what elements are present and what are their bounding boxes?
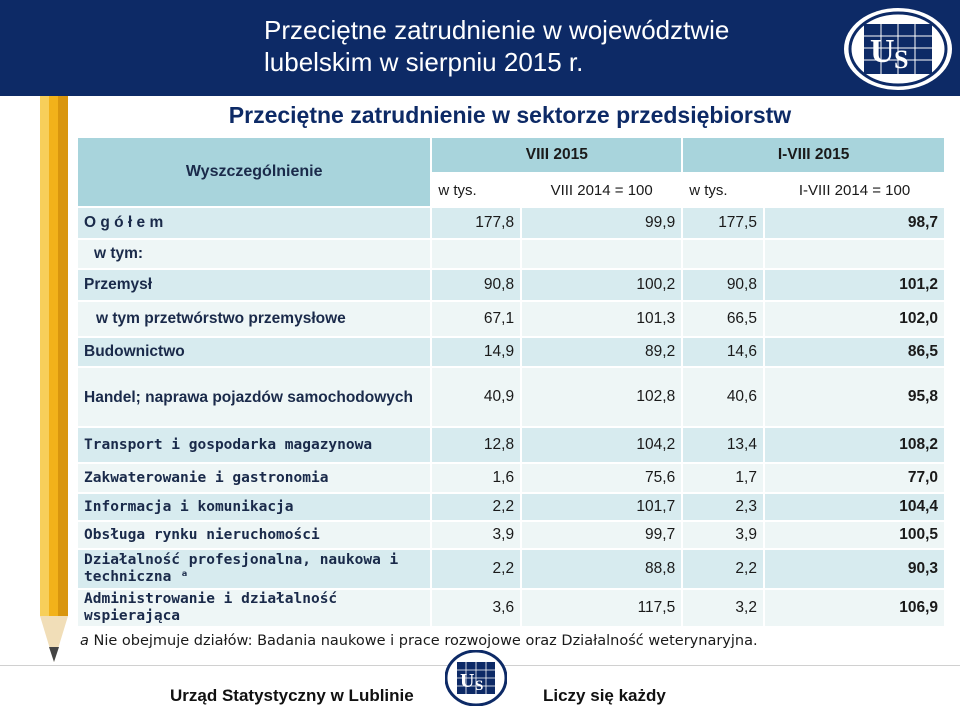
cell-value: 2,3 xyxy=(683,494,763,520)
column-header-period1: VIII 2015 xyxy=(432,138,681,172)
footer-ustat-logo-icon xyxy=(445,650,507,706)
column-header-period2: I-VIII 2015 xyxy=(683,138,944,172)
cell-value: 100,2 xyxy=(522,270,681,300)
sub-header-index2: I-VIII 2014 = 100 xyxy=(798,181,911,199)
row-label: w tym: xyxy=(78,240,430,268)
pencil-decoration-icon xyxy=(34,96,74,666)
table-row xyxy=(78,270,944,300)
table-row xyxy=(78,240,944,268)
cell-value: 177,8 xyxy=(432,208,520,238)
sub-header-unit2: w tys. xyxy=(689,181,728,199)
table-row xyxy=(78,302,944,336)
cell-value: 90,8 xyxy=(683,270,763,300)
cell-value: 104,2 xyxy=(522,428,681,462)
column-header-description: Wyszczególnienie xyxy=(78,138,430,206)
cell-value: 106,9 xyxy=(765,590,944,626)
footnote-mark: a xyxy=(80,633,89,649)
row-label: Zakwaterowanie i gastronomia xyxy=(78,464,430,492)
cell-value: 14,6 xyxy=(683,338,763,366)
row-label: Obsługa rynku nieruchomości xyxy=(78,522,430,548)
cell-value: 3,9 xyxy=(683,522,763,548)
footer-office-name: Urząd Statystyczny w Lublinie xyxy=(170,686,414,705)
cell-value: 117,5 xyxy=(522,590,681,626)
table-row xyxy=(78,368,944,426)
table-row xyxy=(78,494,944,520)
cell-value: 40,6 xyxy=(683,368,763,426)
row-label: Budownictwo xyxy=(78,338,430,366)
row-label: O g ó ł e m xyxy=(78,208,430,238)
row-label: w tym przetwórstwo przemysłowe xyxy=(78,302,430,336)
table-row xyxy=(78,428,944,462)
table-row xyxy=(78,464,944,492)
cell-value: 12,8 xyxy=(432,428,520,462)
cell-value: 2,2 xyxy=(683,550,763,588)
cell-value: 104,4 xyxy=(765,494,944,520)
cell-value: 75,6 xyxy=(522,464,681,492)
employment-table xyxy=(76,136,946,628)
cell-value: 2,2 xyxy=(432,550,520,588)
ustat-logo-icon xyxy=(842,6,954,92)
cell-value: 14,9 xyxy=(432,338,520,366)
sub-header-index1: VIII 2014 = 100 xyxy=(550,181,653,199)
cell-value: 77,0 xyxy=(765,464,944,492)
svg-text:U: U xyxy=(460,670,475,692)
cell-value: 101,2 xyxy=(765,270,944,300)
cell-value: 1,7 xyxy=(683,464,763,492)
footer-slogan: Liczy się każdy xyxy=(543,686,666,705)
cell-value: 90,8 xyxy=(432,270,520,300)
cell-value: 101,3 xyxy=(522,302,681,336)
cell-value: 40,9 xyxy=(432,368,520,426)
cell-value: 66,5 xyxy=(683,302,763,336)
cell-value: 101,7 xyxy=(522,494,681,520)
cell-value: 88,8 xyxy=(522,550,681,588)
cell-value: 102,0 xyxy=(765,302,944,336)
svg-text:S: S xyxy=(894,45,909,74)
cell-value: 1,6 xyxy=(432,464,520,492)
cell-value: 2,2 xyxy=(432,494,520,520)
header-title-line2: lubelskim w sierpniu 2015 r. xyxy=(264,47,584,77)
cell-value: 95,8 xyxy=(765,368,944,426)
header-bar xyxy=(0,0,960,96)
cell-value: 3,9 xyxy=(432,522,520,548)
cell-value: 102,8 xyxy=(522,368,681,426)
header-title-line1: Przeciętne zatrudnienie w województwie xyxy=(264,15,730,45)
footnote-text: Nie obejmuje działów: Badania naukowe i prace rozwojowe oraz Działalność weterynaryjna. xyxy=(93,633,758,649)
page-subtitle: Przeciętne zatrudnienie w sektorze przedsiębiorstw xyxy=(228,102,792,128)
row-label: Informacja i komunikacja xyxy=(78,494,430,520)
cell-value: 99,9 xyxy=(522,208,681,238)
cell-value: 86,5 xyxy=(765,338,944,366)
cell-value: 100,5 xyxy=(765,522,944,548)
cell-value: 108,2 xyxy=(765,428,944,462)
table-row xyxy=(78,550,944,588)
row-label: Administrowanie i działalność wspierająca xyxy=(78,590,430,626)
cell-value: 99,7 xyxy=(522,522,681,548)
cell-value: 3,2 xyxy=(683,590,763,626)
header-title xyxy=(264,14,824,78)
row-label: Przemysł xyxy=(78,270,430,300)
cell-value: 3,6 xyxy=(432,590,520,626)
cell-value: 67,1 xyxy=(432,302,520,336)
table-row xyxy=(78,208,944,238)
cell-value: 98,7 xyxy=(765,208,944,238)
svg-text:U: U xyxy=(870,33,895,70)
row-label: Transport i gospodarka magazynowa xyxy=(78,428,430,462)
cell-value: 90,3 xyxy=(765,550,944,588)
footnote xyxy=(80,633,758,649)
cell-value: 177,5 xyxy=(683,208,763,238)
row-label: Handel; naprawa pojazdów samochodowych xyxy=(78,368,430,426)
cell-value: 89,2 xyxy=(522,338,681,366)
table-row xyxy=(78,590,944,626)
table-row xyxy=(78,338,944,366)
svg-text:S: S xyxy=(475,678,484,694)
table-row xyxy=(78,522,944,548)
cell-value: 13,4 xyxy=(683,428,763,462)
sub-header-unit1: w tys. xyxy=(438,181,477,199)
row-label: Działalność profesjonalna, naukowa i techniczna ᵃ xyxy=(78,550,430,588)
